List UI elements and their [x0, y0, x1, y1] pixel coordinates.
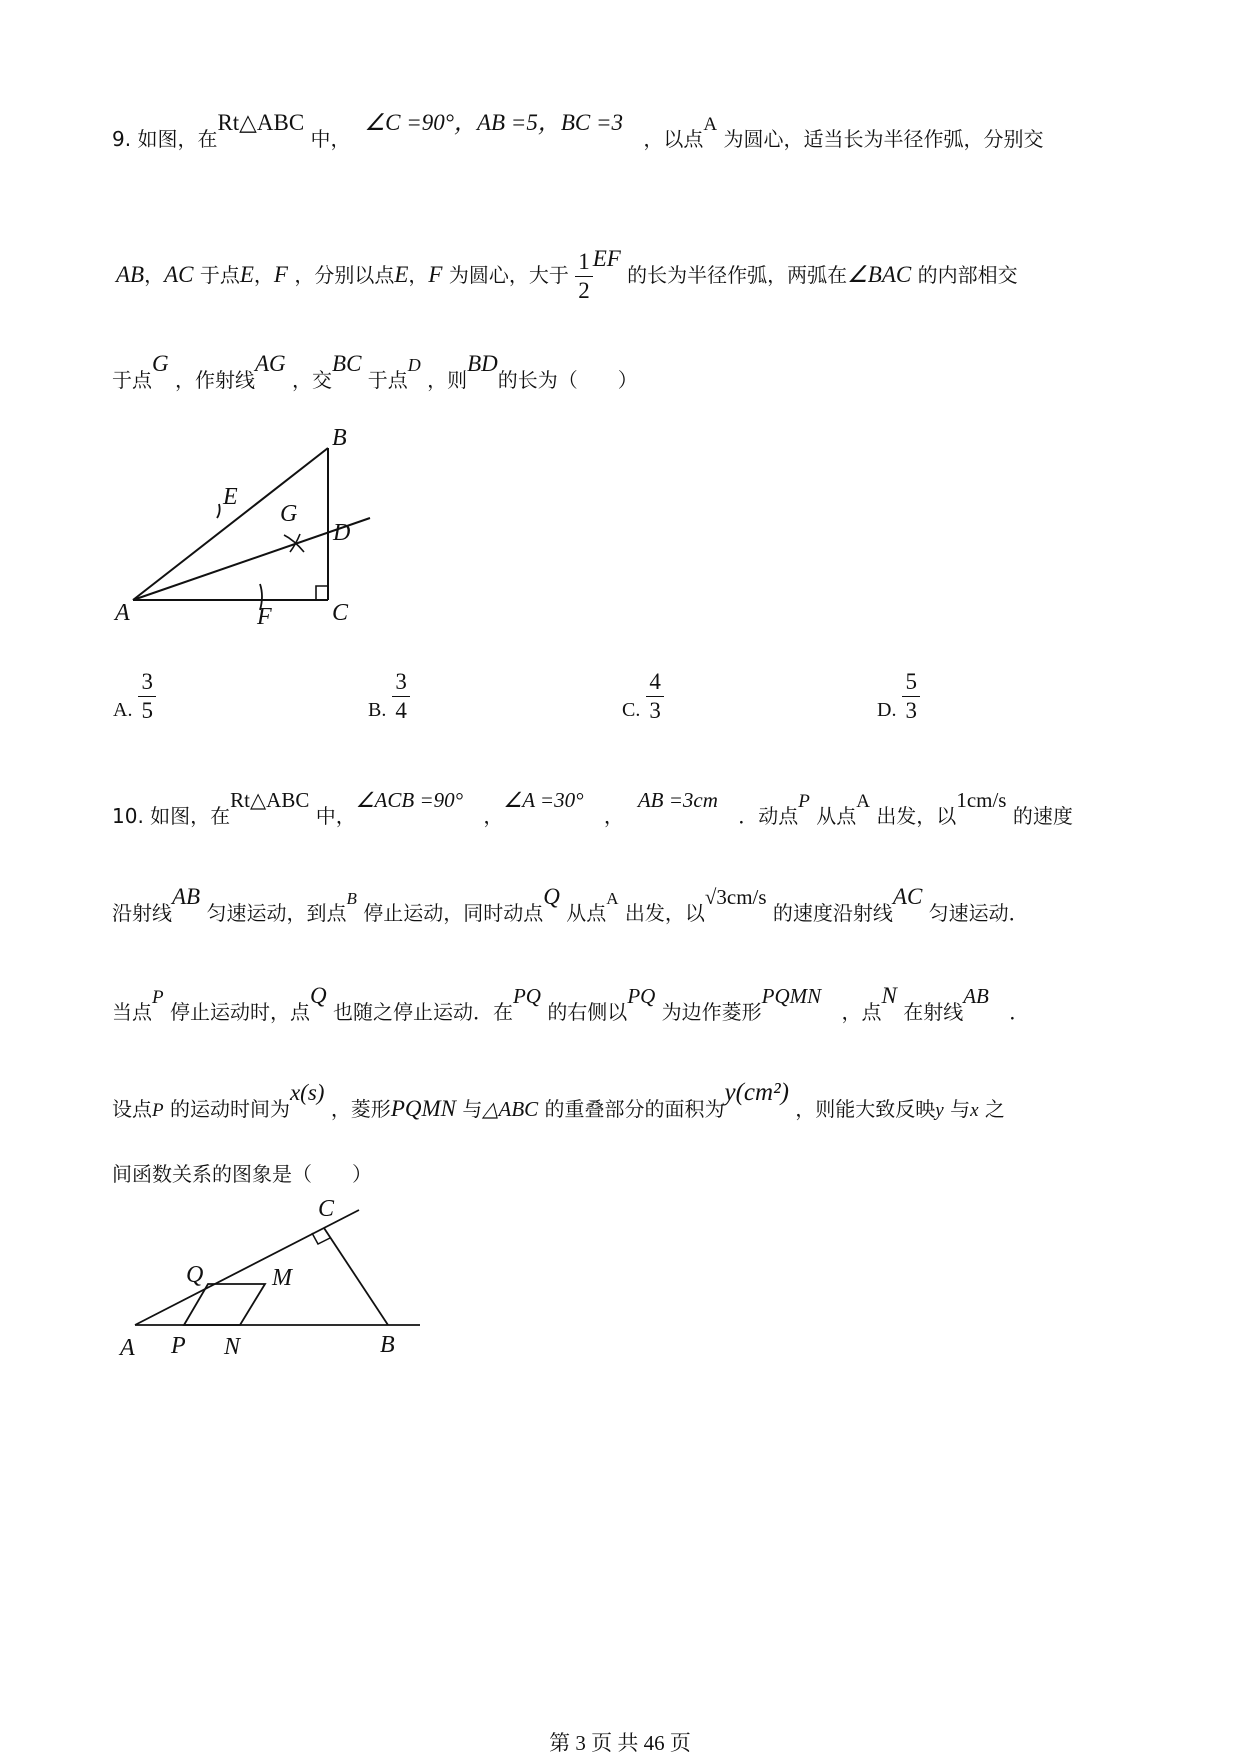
q10-math: AB — [172, 884, 201, 909]
segment-cb — [324, 1228, 388, 1325]
q9-math: F — [273, 262, 288, 287]
q10-line-2 — [112, 884, 1029, 926]
q9-math-conditions: ∠C =90°，AB =5，BC =3 — [364, 110, 623, 135]
q10-text: 在射线 — [903, 1000, 964, 1024]
q10-text: 的运动时间为 — [169, 1097, 290, 1121]
label-a: A — [120, 1335, 135, 1361]
q10-math: A — [606, 889, 619, 908]
q9-math: F — [428, 262, 443, 287]
option-fraction — [902, 668, 920, 725]
q10-text: ，菱形 — [330, 1097, 391, 1121]
q10-math-triangle: Rt△ABC — [230, 788, 310, 812]
q10-text: 间函数关系的图象是（ ） — [112, 1162, 372, 1186]
q10-text: 为边作菱形 — [661, 1000, 762, 1024]
q9-option-d[interactable] — [877, 668, 920, 725]
q10-text: ， — [603, 804, 624, 828]
q10-math: Q — [543, 884, 560, 909]
fraction-denominator: 3 — [649, 698, 661, 723]
q10-text: 当点 — [112, 1000, 152, 1024]
q10-math: P — [152, 987, 164, 1008]
fraction-denominator: 2 — [578, 278, 590, 303]
q9-math: G — [152, 351, 169, 376]
ray-ac — [135, 1210, 359, 1325]
q9-line-3 — [112, 351, 638, 393]
q9-text: ，分别以点 — [294, 263, 395, 287]
q9-math: AG — [254, 351, 286, 376]
q9-text: ， — [408, 263, 429, 287]
q10-math: N — [881, 983, 897, 1008]
q10-line-4 — [112, 1079, 1005, 1123]
q9-line-2 — [116, 248, 1018, 305]
fraction-numerator: 5 — [902, 668, 920, 697]
q10-text: 10. 如图，在 — [112, 804, 231, 828]
fraction-denominator: 5 — [141, 698, 153, 723]
q10-math: PQMN — [390, 1096, 456, 1121]
q9-text: 为圆心，适当长为半径作弧，分别交 — [723, 127, 1044, 151]
q10-math: △ABC — [482, 1097, 539, 1121]
q9-text: ， — [144, 263, 165, 287]
option-label: A. — [113, 699, 133, 721]
q10-text: 停止运动，同时动点 — [363, 901, 544, 925]
q9-text: 中， — [310, 127, 351, 151]
fraction-numerator: 4 — [646, 668, 664, 697]
q10-line-1 — [112, 788, 1073, 829]
segment-ab — [133, 448, 328, 600]
option-label: C. — [622, 699, 641, 721]
q9-text: 的内部相交 — [917, 263, 1018, 287]
q9-math-point: A — [703, 114, 718, 135]
q10-line-3 — [112, 983, 1030, 1025]
q9-text: 9. 如图，在 — [112, 127, 218, 151]
q10-text: 与 — [950, 1097, 971, 1121]
q10-text: 与 — [462, 1097, 483, 1121]
fraction-numerator: 3 — [138, 668, 156, 697]
q9-option-a[interactable] — [113, 668, 156, 725]
right-angle-mark — [312, 1233, 330, 1244]
fraction-denominator: 4 — [395, 698, 407, 723]
arc-e — [217, 504, 220, 518]
q10-math: AB =3cm — [637, 788, 718, 812]
q9-math: AB — [116, 262, 145, 287]
q10-math: y(cm²) — [724, 1079, 789, 1106]
right-angle-mark — [316, 586, 328, 600]
q9-math: AC — [164, 262, 194, 287]
label-c: C — [332, 600, 349, 626]
q9-text: ，交 — [292, 368, 333, 392]
q10-line-5 — [112, 1158, 372, 1187]
q10-math: A — [856, 791, 870, 812]
q9-math: BC — [332, 351, 362, 376]
option-fraction — [138, 668, 156, 725]
q9-math: BD — [467, 351, 498, 376]
q10-text: 的速度 — [1012, 804, 1073, 828]
q9-text: 的长为（ ） — [497, 368, 638, 392]
q10-text: 停止运动时，点 — [169, 1000, 310, 1024]
q10-math: ∠ACB =90° — [355, 788, 464, 812]
q10-text: 设点 — [112, 1097, 152, 1121]
option-label: D. — [877, 699, 897, 721]
q9-text: ，则 — [427, 368, 468, 392]
q10-text: ，点 — [841, 1000, 882, 1024]
q10-text: 的重叠部分的面积为 — [544, 1097, 725, 1121]
q9-text: 于点 — [199, 263, 240, 287]
q10-text: 中， — [315, 804, 356, 828]
q9-math-triangle: Rt△ABC — [217, 110, 305, 135]
q9-fraction-half — [575, 248, 593, 305]
q10-text: 也随之停止运动．在 — [332, 1000, 513, 1024]
q9-text: 于点 — [367, 368, 408, 392]
label-d: D — [333, 520, 351, 546]
q9-option-b[interactable] — [368, 668, 410, 725]
q10-text: 的右侧以 — [547, 1000, 628, 1024]
q9-text: 于点 — [112, 368, 152, 392]
label-m: M — [272, 1265, 292, 1291]
q9-math: EF — [592, 246, 621, 271]
q10-math: P — [798, 791, 810, 812]
page-footer: 第 3 页 共 46 页 — [549, 1731, 691, 1755]
q10-math: x — [970, 1100, 979, 1121]
q9-text: 为圆心，大于 — [448, 263, 569, 287]
q10-text: ． — [1009, 1000, 1030, 1024]
q10-math: 1cm/s — [956, 788, 1007, 812]
option-fraction — [392, 668, 410, 725]
q10-math: PQ — [512, 984, 541, 1008]
q10-figure — [110, 1198, 430, 1378]
q10-math: AB — [963, 984, 989, 1008]
label-n: N — [224, 1334, 241, 1360]
q10-math: PQMN — [761, 984, 822, 1008]
fraction-denominator: 3 — [905, 698, 917, 723]
q9-math: E — [394, 262, 409, 287]
label-c: C — [318, 1196, 335, 1222]
q10-math: PQ — [627, 984, 656, 1008]
q10-math: Q — [309, 983, 327, 1008]
q9-option-c[interactable] — [622, 668, 664, 725]
q9-text: ，以点 — [643, 127, 704, 151]
q10-math: AC — [892, 884, 923, 909]
label-p: P — [171, 1333, 186, 1359]
rhombus-pqmn — [184, 1284, 265, 1325]
q10-text: 出发，以 — [876, 804, 957, 828]
q10-text: 匀速运动． — [928, 901, 1029, 925]
q10-math: x(s) — [289, 1080, 325, 1105]
q10-math-sqrt: √3cm/s — [704, 885, 767, 909]
q10-text: 匀速运动，到点 — [206, 901, 347, 925]
q9-math-angle: ∠BAC — [847, 262, 912, 287]
q10-text: 的速度沿射线 — [772, 901, 893, 925]
q9-figure — [110, 420, 370, 630]
q9-math: D — [407, 355, 421, 375]
q10-math: B — [346, 889, 357, 908]
option-label: B. — [368, 699, 387, 721]
q10-text: 从点 — [816, 804, 857, 828]
q10-text: ， — [483, 804, 504, 828]
q9-text: ， — [253, 263, 274, 287]
label-b: B — [332, 425, 347, 451]
q9-text: ，作射线 — [174, 368, 255, 392]
fraction-numerator: 3 — [392, 668, 410, 697]
q9-text: 的长为半径作弧，两弧在 — [627, 263, 848, 287]
label-q: Q — [186, 1262, 204, 1288]
q10-text: 之 — [984, 1097, 1005, 1121]
q10-math: ∠A =30° — [503, 788, 584, 812]
q10-text: 出发，以 — [624, 901, 705, 925]
q10-math: y — [935, 1100, 944, 1121]
label-b: B — [380, 1332, 395, 1358]
label-f: F — [257, 604, 272, 630]
label-a: A — [115, 600, 130, 626]
option-fraction — [646, 668, 664, 725]
fraction-numerator: 1 — [575, 248, 593, 277]
q9-line-1 — [112, 110, 1044, 153]
q10-text: 沿射线 — [112, 901, 172, 925]
q10-text: ，则能大致反映 — [795, 1097, 936, 1121]
q10-math: P — [152, 1100, 164, 1121]
q10-text: ．动点 — [738, 804, 799, 828]
q9-math: E — [239, 262, 254, 287]
q10-text: 从点 — [566, 901, 607, 925]
label-g: G — [280, 501, 298, 527]
label-e: E — [223, 484, 238, 510]
